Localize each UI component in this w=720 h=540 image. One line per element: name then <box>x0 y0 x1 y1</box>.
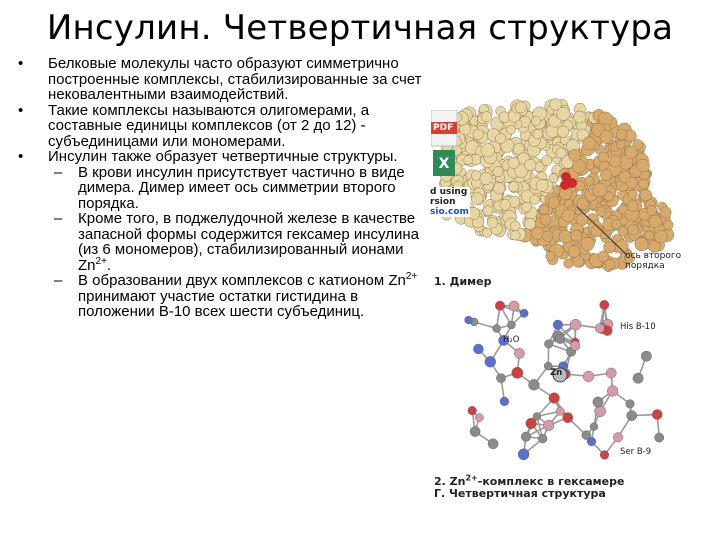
atom-sphere <box>649 215 662 228</box>
atom-sphere <box>496 133 506 143</box>
atom-sphere <box>522 202 532 212</box>
atom-sphere <box>596 207 606 217</box>
sub-bullet-text: В крови инсулин присутствует частично в виде димера. Димер имеет ось симметрии второго порядка. <box>78 163 405 212</box>
atom-ball <box>544 340 552 348</box>
atom-ball <box>495 301 504 310</box>
atom-sphere <box>487 217 498 228</box>
atom-sphere <box>582 137 595 150</box>
atom-ball <box>514 348 524 358</box>
atom-sphere <box>562 209 575 222</box>
watermark: d using rsion sio.com <box>430 187 469 217</box>
atom-ball <box>600 300 609 309</box>
atom-sphere <box>574 111 586 123</box>
atom-ball <box>538 434 547 443</box>
zn-label: Zn <box>550 368 563 378</box>
atom-sphere <box>628 224 639 235</box>
atom-sphere <box>515 102 526 113</box>
atom-sphere <box>600 130 613 143</box>
atom-sphere <box>577 198 589 210</box>
atom-sphere <box>617 130 627 140</box>
highlight-atom <box>560 180 570 190</box>
atom-ball <box>626 400 635 409</box>
atom-sphere <box>581 237 594 250</box>
figure-drawing <box>420 95 720 515</box>
sub-bullet-text: Кроме того, в поджелудочной железе в качестве запасной формы содержится гексамер инсулина (из 6 мономеров), стабилизированный ионами $Zn^{2+}$. <box>78 210 419 274</box>
atom-sphere <box>483 206 493 216</box>
dimer-spacefill-model <box>439 99 674 272</box>
sub-bullet-item <box>18 211 423 273</box>
atom-sphere <box>480 172 493 185</box>
atom-ball <box>595 324 604 333</box>
atom-ball <box>607 386 618 397</box>
atom-ball <box>475 414 483 422</box>
atom-sphere <box>508 157 519 168</box>
dimer-label: 1. Димер <box>434 275 492 288</box>
axis-label: ось второго порядка <box>625 251 682 271</box>
atom-sphere <box>500 199 511 210</box>
atom-ball <box>507 321 515 329</box>
atom-sphere <box>625 146 638 159</box>
atom-ball <box>509 301 519 311</box>
atom-ball <box>533 413 541 421</box>
atom-sphere <box>493 166 503 176</box>
atom-ball <box>570 319 581 330</box>
atom-ball <box>595 406 606 417</box>
atom-sphere <box>481 144 495 158</box>
atom-sphere <box>637 159 650 172</box>
atom-sphere <box>540 214 551 225</box>
sub-bullet-text: В образовании двух комплексов с катионом $Zn^{2+}$ принимают участие остатки гистидина в положении B-10 всех шести субъединиц. <box>78 271 418 320</box>
atom-ball <box>543 420 554 431</box>
atom-ball <box>468 406 477 415</box>
atom-sphere <box>531 116 540 125</box>
atom-sphere <box>655 230 668 243</box>
atom-ball <box>641 351 651 361</box>
atom-sphere <box>612 220 622 230</box>
atom-ball <box>488 439 498 449</box>
atom-sphere <box>639 179 649 189</box>
atom-ball <box>563 413 573 423</box>
bullet-item <box>18 56 423 103</box>
atom-ball <box>583 371 594 382</box>
slide-title: Инсулин. Четвертичная структура <box>46 8 674 48</box>
atom-ball <box>465 316 473 324</box>
atom-ball <box>549 393 560 404</box>
atom-sphere <box>571 230 582 241</box>
atom-sphere <box>610 155 622 167</box>
dash-icon: – <box>54 163 63 181</box>
atom-sphere <box>591 225 603 237</box>
atom-sphere <box>628 190 637 199</box>
insulin-figure <box>420 95 720 515</box>
his-label: His B-10 <box>620 322 656 332</box>
atom-ball <box>473 344 483 354</box>
atom-sphere <box>473 129 483 139</box>
atom-ball <box>652 410 662 420</box>
bullet-dot-icon: • <box>18 101 24 119</box>
atom-ball <box>555 334 564 343</box>
atom-sphere <box>598 251 609 262</box>
atom-ball <box>570 341 580 351</box>
sub-bullet-item <box>18 273 423 320</box>
atom-sphere <box>542 231 553 242</box>
atom-sphere <box>663 220 673 230</box>
sub-bullet-item <box>18 165 423 212</box>
atom-sphere <box>616 140 625 149</box>
atom-sphere <box>598 152 609 163</box>
atom-ball <box>521 432 531 442</box>
atom-sphere <box>542 156 552 166</box>
atom-ball <box>590 423 598 431</box>
atom-sphere <box>640 189 652 201</box>
atom-sphere <box>585 176 594 185</box>
bullet-text: Белковые молекулы часто образуют симметрично построенные комплексы, стабилизированные за счет нековалентными взаимодействий. <box>48 55 422 103</box>
atom-sphere <box>635 237 648 250</box>
bullet-dot-icon: • <box>18 55 24 72</box>
atom-sphere <box>471 193 483 205</box>
atom-sphere <box>550 99 562 111</box>
atom-ball <box>606 368 616 378</box>
atom-sphere <box>593 183 607 197</box>
bullet-dot-icon: • <box>18 148 24 165</box>
pdf-icon: X PDF <box>431 110 457 178</box>
atom-ball <box>520 309 528 317</box>
atom-sphere <box>533 129 543 139</box>
dash-icon: – <box>54 272 63 289</box>
complex-label: 2. $Zn^{2+}$-комплекс в гексамере <box>434 473 625 488</box>
atom-sphere <box>464 155 473 164</box>
bullet-text: Такие комплексы называются олигомерами, а составные единицы комплексов (от 2 до 12) - субъединицами или мономерами. <box>48 101 370 150</box>
atom-ball <box>485 356 496 367</box>
atom-sphere <box>569 149 581 161</box>
atom-sphere <box>530 195 540 205</box>
bullet-item <box>18 149 423 165</box>
atom-sphere <box>568 246 580 258</box>
bullet-text: Инсулин также образует четвертичные структуры. <box>48 148 398 165</box>
atom-sphere <box>525 159 537 171</box>
atom-sphere <box>600 169 611 180</box>
atom-sphere <box>660 207 671 218</box>
atom-ball <box>613 433 623 443</box>
atom-sphere <box>481 112 491 122</box>
atom-ball <box>556 407 564 415</box>
atom-sphere <box>494 183 506 195</box>
svg-text:X: X <box>438 156 450 172</box>
dash-icon: – <box>54 210 63 227</box>
atom-ball <box>633 373 643 383</box>
atom-ball <box>553 320 563 330</box>
atom-ball <box>627 411 637 421</box>
atom-ball <box>500 397 509 406</box>
atom-ball <box>470 426 480 436</box>
atom-sphere <box>647 206 657 216</box>
atom-ball <box>529 379 540 390</box>
atom-sphere <box>506 125 515 134</box>
atom-sphere <box>511 231 521 241</box>
atom-sphere <box>557 126 569 138</box>
atom-ball <box>587 437 596 446</box>
atom-sphere <box>605 260 615 270</box>
atom-sphere <box>564 259 573 268</box>
atom-ball <box>600 451 609 460</box>
atom-sphere <box>509 182 519 192</box>
bullet-item <box>18 103 423 150</box>
atom-sphere <box>510 221 520 231</box>
atom-sphere <box>559 230 572 243</box>
atom-ball <box>512 367 523 378</box>
atom-sphere <box>627 201 638 212</box>
quaternary-label: Г. Четвертичная структура <box>434 487 606 500</box>
atom-ball <box>493 325 501 333</box>
atom-sphere <box>539 205 548 214</box>
atom-ball <box>518 449 529 460</box>
bullet-list <box>18 56 423 320</box>
atom-sphere <box>626 177 638 189</box>
ser-label: Ser B-9 <box>620 447 652 457</box>
atom-ball <box>655 433 664 442</box>
atom-ball <box>593 397 603 407</box>
atom-sphere <box>536 179 548 191</box>
atom-ball <box>496 374 505 383</box>
atom-sphere <box>546 251 555 260</box>
h2o-label: H₂O <box>503 335 520 345</box>
